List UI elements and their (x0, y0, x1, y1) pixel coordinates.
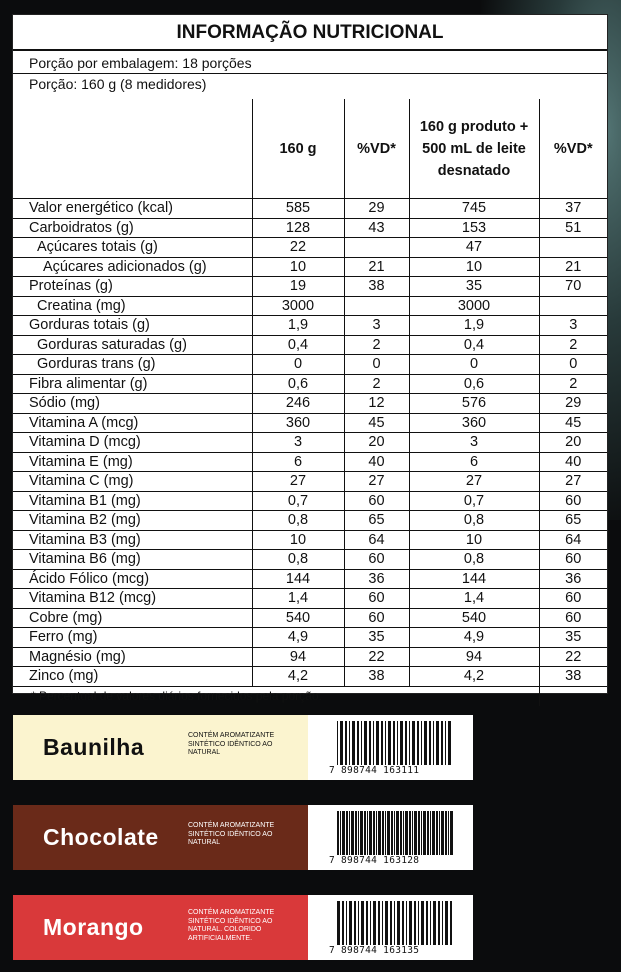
table-row (13, 296, 607, 316)
milk-vd: 35 (539, 628, 607, 648)
portion-value: 0 (252, 355, 344, 375)
portion-value: 540 (252, 608, 344, 628)
nutrient-label: Magnésio (mg) (13, 647, 252, 667)
nutrient-label: Vitamina B12 (mcg) (13, 589, 252, 609)
header-vd-with-milk: %VD* (539, 99, 607, 199)
portion-vd: 36 (344, 569, 409, 589)
table-row (13, 667, 607, 687)
barcode-number: 7 898744 163128 (329, 855, 420, 866)
flavor-label-0 (13, 715, 473, 780)
portion-vd: 60 (344, 550, 409, 570)
nutrient-label: Gorduras trans (g) (13, 355, 252, 375)
nutrition-panel (12, 14, 608, 703)
portion-value: 144 (252, 569, 344, 589)
nutrient-label: Vitamina B6 (mg) (13, 550, 252, 570)
barcode-icon (337, 901, 455, 945)
portion-vd: 64 (344, 530, 409, 550)
table-header-row (13, 99, 607, 199)
table-row (13, 472, 607, 492)
portion-vd: 38 (344, 667, 409, 687)
flavor-color-box (13, 895, 308, 960)
milk-value: 3 (409, 433, 539, 453)
milk-value: 3000 (409, 296, 539, 316)
portion-value: 6 (252, 452, 344, 472)
milk-vd: 60 (539, 491, 607, 511)
nutrient-label: Vitamina A (mcg) (13, 413, 252, 433)
milk-value: 540 (409, 608, 539, 628)
flavor-note: CONTÉM AROMATIZANTE SINTÉTICO IDÊNTICO AO NATURAL. COLORIDO ARTIFICIALMENTE. (188, 909, 275, 942)
portion-value: 0,6 (252, 374, 344, 394)
portion-vd: 60 (344, 608, 409, 628)
barcode-icon (337, 721, 455, 765)
table-row (13, 452, 607, 472)
divider (13, 73, 607, 74)
flavor-label-1 (13, 805, 473, 870)
milk-vd (539, 296, 607, 316)
nutrient-label: Vitamina D (mcg) (13, 433, 252, 453)
serving-size: Porção: 160 g (8 medidores) (29, 76, 207, 92)
portion-vd: 12 (344, 394, 409, 414)
portion-vd: 65 (344, 511, 409, 531)
milk-vd: 70 (539, 277, 607, 297)
portion-value: 128 (252, 218, 344, 238)
milk-vd: 38 (539, 667, 607, 687)
milk-value: 4,9 (409, 628, 539, 648)
portion-vd: 40 (344, 452, 409, 472)
table-row (13, 550, 607, 570)
portion-vd: 60 (344, 589, 409, 609)
flavor-note: CONTÉM AROMATIZANTE SINTÉTICO IDÊNTICO AO NATURAL (188, 732, 275, 756)
portion-value: 3 (252, 433, 344, 453)
portion-vd (344, 296, 409, 316)
nutrient-label: Vitamina C (mg) (13, 472, 252, 492)
table-row (13, 335, 607, 355)
portion-value: 22 (252, 238, 344, 258)
nutrient-label: Creatina (mg) (13, 296, 252, 316)
milk-value: 0,4 (409, 335, 539, 355)
milk-vd: 20 (539, 433, 607, 453)
portion-value: 27 (252, 472, 344, 492)
portion-value: 94 (252, 647, 344, 667)
table-row (13, 589, 607, 609)
milk-value: 10 (409, 257, 539, 277)
nutrient-label: Sódio (mg) (13, 394, 252, 414)
milk-vd: 60 (539, 550, 607, 570)
milk-value: 0,8 (409, 550, 539, 570)
nutrient-label: Vitamina B2 (mg) (13, 511, 252, 531)
header-portion: 160 g (252, 99, 344, 199)
flavor-color-box (13, 805, 308, 870)
footnote-blank-cell (539, 686, 607, 706)
header-nutrient (13, 99, 252, 199)
portion-vd: 21 (344, 257, 409, 277)
milk-vd: 36 (539, 569, 607, 589)
nutrient-label: Ácido Fólico (mcg) (13, 569, 252, 589)
milk-vd: 3 (539, 316, 607, 336)
nutrient-label: Cobre (mg) (13, 608, 252, 628)
milk-value: 6 (409, 452, 539, 472)
portion-value: 0,8 (252, 550, 344, 570)
flavor-note: CONTÉM AROMATIZANTE SINTÉTICO IDÊNTICO AO NATURAL (188, 822, 275, 846)
flavor-name: Morango (43, 914, 144, 940)
servings-per-package: Porção por embalagem: 18 porções (29, 55, 252, 71)
portion-vd: 27 (344, 472, 409, 492)
nutrient-label: Açúcares totais (g) (13, 238, 252, 258)
table-row (13, 433, 607, 453)
table-row (13, 394, 607, 414)
table-row (13, 238, 607, 258)
portion-value: 19 (252, 277, 344, 297)
nutrient-label: Vitamina B1 (mg) (13, 491, 252, 511)
table-row (13, 647, 607, 667)
portion-value: 3000 (252, 296, 344, 316)
table-row (13, 413, 607, 433)
table-row (13, 199, 607, 219)
flavor-color-box (13, 715, 308, 780)
table-row (13, 257, 607, 277)
milk-vd: 2 (539, 374, 607, 394)
nutrient-label: Açúcares adicionados (g) (13, 257, 252, 277)
table-row (13, 277, 607, 297)
portion-value: 360 (252, 413, 344, 433)
table-row (13, 608, 607, 628)
header-vd-portion: %VD* (344, 99, 409, 199)
table-row (13, 316, 607, 336)
milk-vd: 0 (539, 355, 607, 375)
portion-value: 585 (252, 199, 344, 219)
milk-value: 47 (409, 238, 539, 258)
milk-vd: 22 (539, 647, 607, 667)
panel-title: INFORMAÇÃO NUTRICIONAL (13, 15, 607, 51)
nutrient-label: Valor energético (kcal) (13, 199, 252, 219)
table-body (13, 199, 607, 706)
portion-vd: 2 (344, 335, 409, 355)
table-row (13, 355, 607, 375)
portion-value: 246 (252, 394, 344, 414)
milk-value: 0,6 (409, 374, 539, 394)
nutrient-label: Fibra alimentar (g) (13, 374, 252, 394)
portion-value: 10 (252, 257, 344, 277)
table-row (13, 218, 607, 238)
milk-vd: 51 (539, 218, 607, 238)
barcode-number: 7 898744 163135 (329, 945, 420, 956)
portion-vd: 60 (344, 491, 409, 511)
portion-vd: 35 (344, 628, 409, 648)
milk-value: 27 (409, 472, 539, 492)
milk-vd: 27 (539, 472, 607, 492)
flavor-name: Chocolate (43, 824, 159, 850)
portion-vd: 38 (344, 277, 409, 297)
milk-vd: 60 (539, 608, 607, 628)
portion-value: 10 (252, 530, 344, 550)
portion-value: 0,8 (252, 511, 344, 531)
milk-value: 144 (409, 569, 539, 589)
nutrient-label: Gorduras saturadas (g) (13, 335, 252, 355)
nutrient-label: Ferro (mg) (13, 628, 252, 648)
table-row (13, 491, 607, 511)
milk-vd: 64 (539, 530, 607, 550)
portion-vd: 0 (344, 355, 409, 375)
table-row (13, 530, 607, 550)
milk-value: 94 (409, 647, 539, 667)
nutrition-table (13, 99, 607, 706)
nutrient-label: Vitamina E (mg) (13, 452, 252, 472)
portion-vd: 3 (344, 316, 409, 336)
portion-vd: 29 (344, 199, 409, 219)
footnote-row (13, 686, 607, 706)
milk-vd: 29 (539, 394, 607, 414)
nutrient-label: Zinco (mg) (13, 667, 252, 687)
portion-value: 0,7 (252, 491, 344, 511)
table-row (13, 511, 607, 531)
portion-vd: 2 (344, 374, 409, 394)
portion-value: 4,2 (252, 667, 344, 687)
portion-vd (344, 238, 409, 258)
milk-vd: 37 (539, 199, 607, 219)
nutrient-label: Carboidratos (g) (13, 218, 252, 238)
milk-value: 576 (409, 394, 539, 414)
milk-value: 0 (409, 355, 539, 375)
portion-vd: 43 (344, 218, 409, 238)
portion-value: 0,4 (252, 335, 344, 355)
barcode-icon (337, 811, 455, 855)
portion-value: 4,9 (252, 628, 344, 648)
milk-value: 0,8 (409, 511, 539, 531)
header-portion-with-milk: 160 g produto + 500 mL de leite desnatado (409, 99, 539, 199)
milk-vd: 40 (539, 452, 607, 472)
nutrient-label: Gorduras totais (g) (13, 316, 252, 336)
milk-value: 153 (409, 218, 539, 238)
flavor-name: Baunilha (43, 734, 145, 760)
portion-value: 1,4 (252, 589, 344, 609)
portion-vd: 45 (344, 413, 409, 433)
portion-value: 1,9 (252, 316, 344, 336)
footnote: * Percentual de valores diários fornecidos pela porção. (31, 689, 322, 703)
milk-value: 0,7 (409, 491, 539, 511)
milk-value: 745 (409, 199, 539, 219)
portion-vd: 20 (344, 433, 409, 453)
table-row (13, 374, 607, 394)
milk-vd (539, 238, 607, 258)
nutrient-label: Proteínas (g) (13, 277, 252, 297)
milk-vd: 21 (539, 257, 607, 277)
milk-value: 360 (409, 413, 539, 433)
milk-vd: 2 (539, 335, 607, 355)
barcode-number: 7 898744 163111 (329, 765, 420, 776)
nutrient-label: Vitamina B3 (mg) (13, 530, 252, 550)
milk-vd: 60 (539, 589, 607, 609)
flavor-label-2 (13, 895, 473, 960)
milk-vd: 65 (539, 511, 607, 531)
milk-value: 4,2 (409, 667, 539, 687)
milk-value: 1,9 (409, 316, 539, 336)
milk-value: 1,4 (409, 589, 539, 609)
milk-vd: 45 (539, 413, 607, 433)
table-row (13, 569, 607, 589)
milk-value: 35 (409, 277, 539, 297)
milk-value: 10 (409, 530, 539, 550)
table-row (13, 628, 607, 648)
portion-vd: 22 (344, 647, 409, 667)
